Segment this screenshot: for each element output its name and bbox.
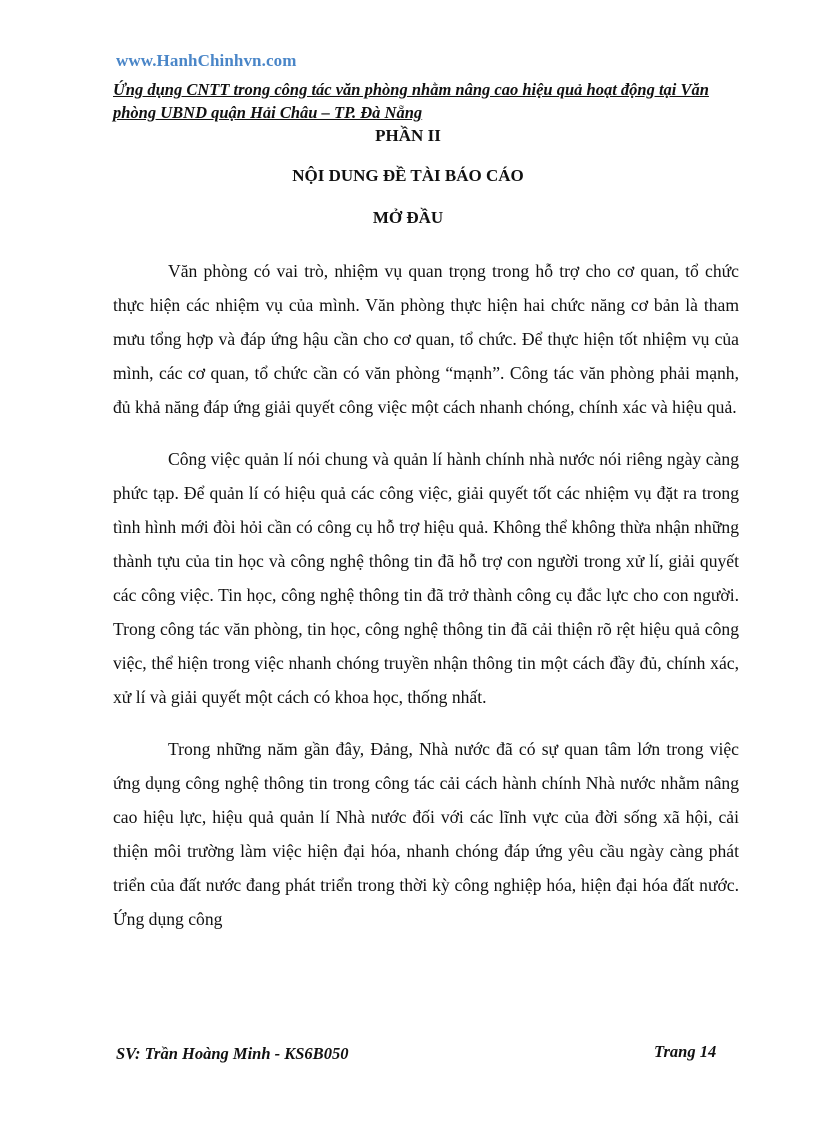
- part-title: NỘI DUNG ĐỀ TÀI BÁO CÁO: [292, 166, 524, 185]
- paragraph: Văn phòng có vai trò, nhiệm vụ quan trọng trong hỗ trợ cho cơ quan, tổ chức thực hiện các nhiệm vụ của mình. Văn phòng thực hiện hai chức năng cơ bản là tham mưu tổng hợp và đáp ứng hậu cần cho cơ quan, tổ chức. Để thực hiện tốt nhiệm vụ của mình, các cơ quan, tổ chức cần có văn phòng “mạnh”. Công tác văn phòng phải mạnh, đủ khả năng đáp ứng giải quyết công việc một cách nhanh chóng, chính xác và hiệu quả.: [113, 261, 739, 417]
- paragraph: Công việc quản lí nói chung và quản lí hành chính nhà nước nói riêng ngày càng phức tạp. Để quản lí có hiệu quả các công việc, giải quyết tốt các nhiệm vụ đặt ra trong tình hình mới đòi hỏi cần có công cụ hỗ trợ hiệu quả. Không thể không thừa nhận những thành tựu của tin học và công nghệ thông tin đã hỗ trợ con người trong xử lí, giải quyết các công việc. Tin học, công nghệ thông tin đã trở thành công cụ đắc lực cho con người. Trong công tác văn phòng, tin học, công nghệ thông tin đã cải thiện rõ rệt hiệu quả công việc, thể hiện trong việc nhanh chóng truyền nhận thông tin một cách đầy đủ, chính xác, xử lí và giải quyết một cách có khoa học, thống nhất.: [113, 449, 739, 707]
- footer-author: SV: Trần Hoàng Minh - KS6B050: [116, 1044, 349, 1063]
- part-label: PHẦN II: [375, 126, 441, 145]
- site-link[interactable]: www.HanhChinhvn.com: [116, 51, 297, 70]
- document-title-header: Ứng dụng CNTT trong công tác văn phòng nhằm nâng cao hiệu quả hoạt động tại Văn phòng UBND quận Hải Châu – TP. Đà Nẵng: [113, 80, 709, 122]
- section-subheading: MỞ ĐẦU: [372, 208, 444, 227]
- page-number: Trang 14: [654, 1042, 717, 1061]
- paragraph: Trong những năm gần đây, Đảng, Nhà nước đã có sự quan tâm lớn trong việc ứng dụng công nghệ thông tin trong công tác cải cách hành chính Nhà nước nhằm nâng cao hiệu lực, hiệu quả quản lí Nhà nước đối với các lĩnh vực của đời sống xã hội, cải thiện môi trường làm việc hiện đại hóa, nhanh chóng đáp ứng yêu cầu ngày càng phát triển của đất nước đang phát triển trong thời kỳ công nghiệp hóa, hiện đại hóa đất nước. Ứng dụng công: [113, 739, 739, 929]
- body-text: [113, 254, 739, 954]
